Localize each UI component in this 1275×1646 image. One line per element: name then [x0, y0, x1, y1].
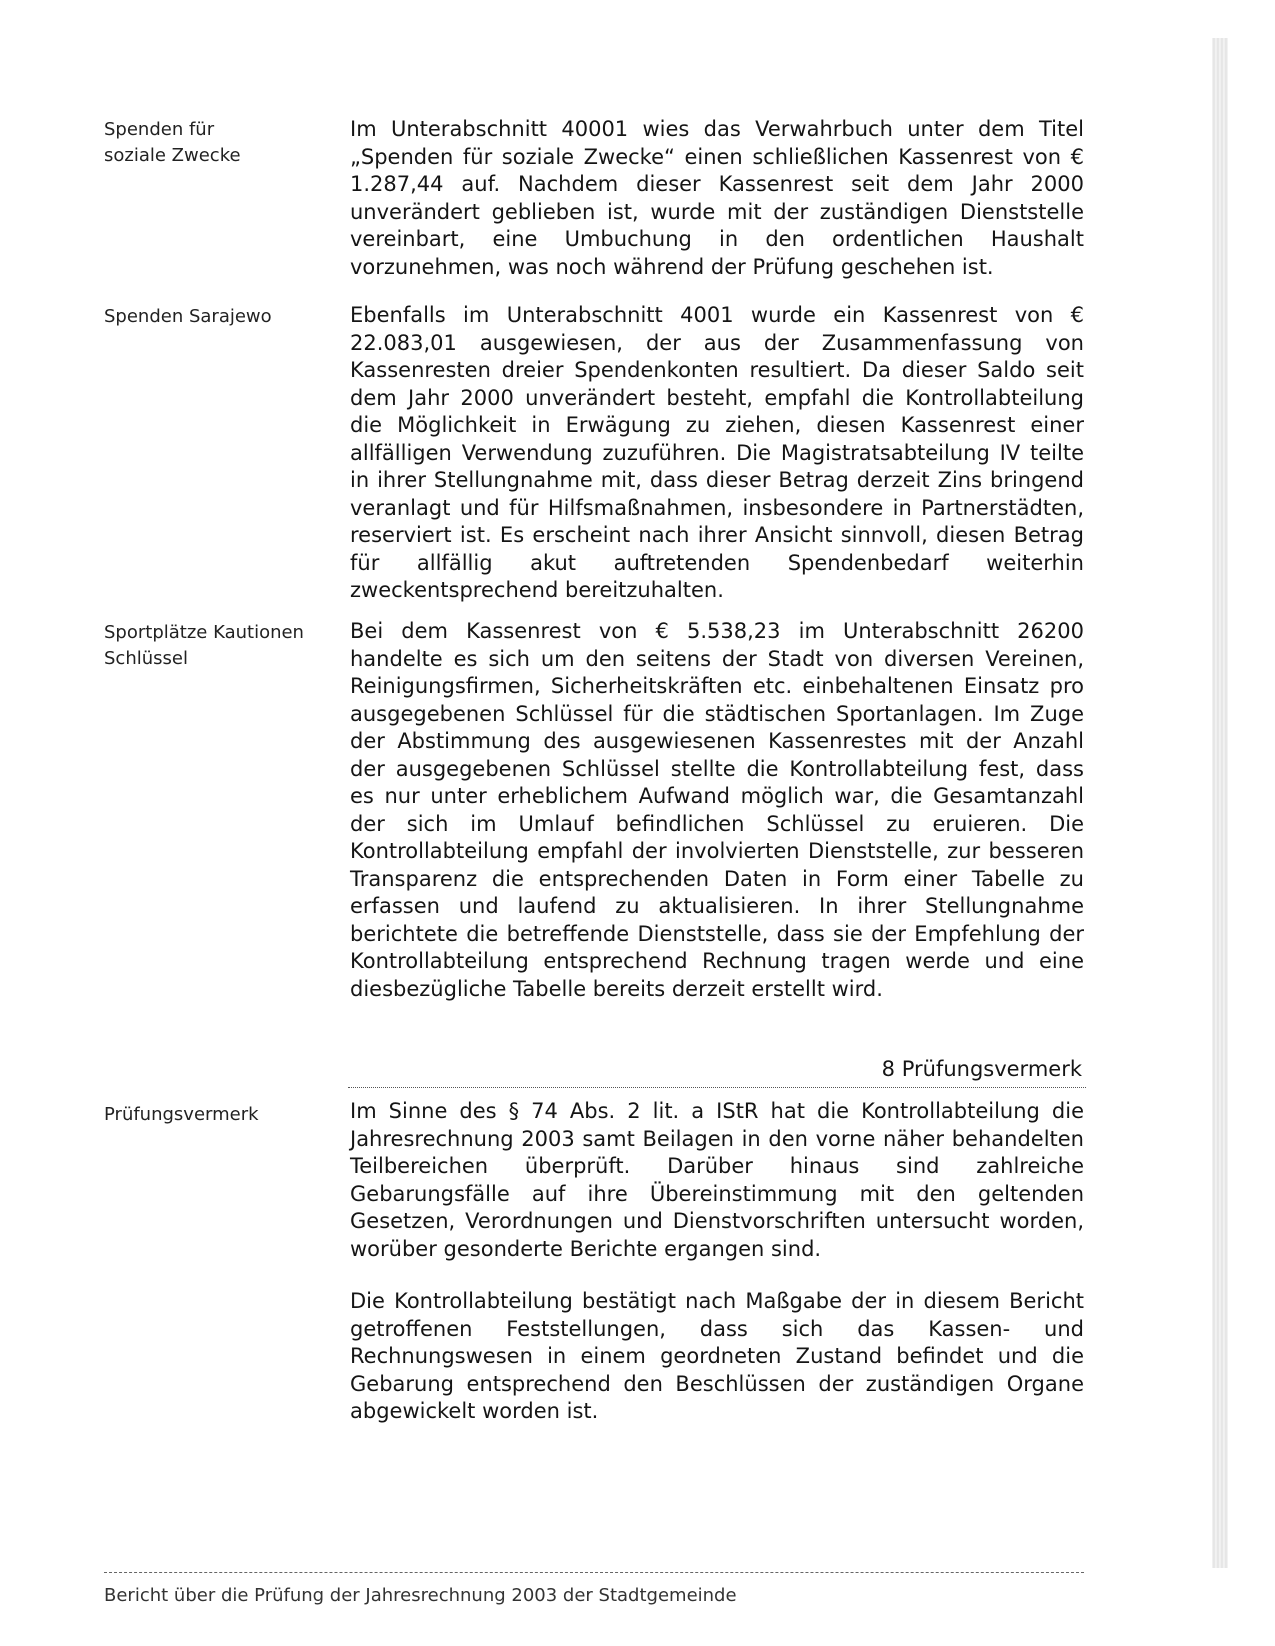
section-heading-8: [348, 1053, 1086, 1088]
paragraph-sportplaetze-kautionen: Bei dem Kassenrest von € 5.538,23 im Unterabschnitt 26200 handelte es sich um den seitens der Stadt von diversen Vereinen, Reinigungsfirmen, Sicherheitskräften etc. einbehaltenen Einsatz pro ausgegebenen Schlüssel für die städtischen Sportanlagen. Im Zuge der Abstimmung des ausgewiesenen Kassenrestes mit der Anzahl der ausgegebenen Schlüssel stellte die Kontrollabteilung fest, dass es nur unter erheblichem Aufwand möglich war, die Gesamtanzahl der sich im Umlauf befindlichen Schlüssel zu eruieren. Die Kontrollabteilung empfahl der involvierten Dienststelle, zur besseren Transparenz die entsprechenden Daten in Form einer Tabelle zu erfassen und laufend zu aktualisieren. In ihrer Stellungnahme berichtete die betreffende Dienststelle, dass sie der Empfehlung der Kontrollabteilung entsprechend Rechnung tragen werde und eine diesbezügliche Tabelle bereits derzeit erstellt wird.: [350, 619, 1084, 1001]
footer-text: Bericht über die Prüfung der Jahresrechnung 2003 der Stadtgemeinde: [104, 1585, 737, 1606]
margin-label-spenden-sarajewo: Spenden Sarajewo: [104, 306, 272, 327]
paragraph-spenden-sarajewo: Ebenfalls im Unterabschnitt 4001 wurde ein Kassenrest von € 22.083,01 ausgewiesen, der aus der Zusammenfassung von Kassenresten dreier Spendenkonten resultiert. Da dieser Saldo seit dem Jahr 2000 unverändert besteht, empfahl die Kontrollabteilung die Möglichkeit in Erwägung zu ziehen, diesen Kassenrest einer allfälligen Verwendung zuzuführen. Die Magistratsabteilung IV teilte in ihrer Stellungnahme mit, dass dieser Betrag derzeit Zins bringend veranlagt und für Hilfsmaßnahmen, insbesondere in Partnerstädten, reserviert ist. Es erscheint nach ihrer Ansicht sinnvoll, diesen Betrag für allfällig akut auftretenden Spendenbedarf weiterhin zweckentsprechend bereitzuhalten.: [350, 303, 1084, 602]
margin-label-pruefungsvermerk: Prüfungsvermerk: [104, 1104, 259, 1125]
footer-divider: [104, 1572, 1084, 1573]
margin-label-sportplaetze-kautionen: Sportplätze Kautionen Schlüssel: [104, 622, 304, 669]
paragraph-pruefungsvermerk-2: Die Kontrollabteilung bestätigt nach Maßgabe der in diesem Bericht getroffenen Feststellungen, dass sich das Kassen- und Rechnungswesen in einem geordneten Zustand befindet und die Gebarung entsprechend den Beschlüssen der zuständigen Organe abgewickelt worden ist.: [350, 1289, 1084, 1423]
scan-edge-shadow: [1212, 38, 1228, 1568]
paragraph-spenden-soziale-zwecke: Im Unterabschnitt 40001 wies das Verwahrbuch unter dem Titel „Spenden für soziale Zwecke“ einen schließlichen Kassenrest von € 1.287,44 auf. Nachdem dieser Kassenrest seit dem Jahr 2000 unverändert geblieben ist, wurde mit der zuständigen Dienststelle vereinbart, eine Umbuchung in den ordentlichen Haushalt vorzunehmen, was noch während der Prüfung geschehen ist.: [350, 117, 1084, 279]
paragraph-pruefungsvermerk-1: Im Sinne des § 74 Abs. 2 lit. a IStR hat die Kontrollabteilung die Jahresrechnung 2003 samt Beilagen in den vorne näher behandelten Teilbereichen überprüft. Darüber hinaus sind zahlreiche Gebarungsfälle auf ihre Übereinstimmung mit den geltenden Gesetzen, Verordnungen und Dienstvorschriften untersucht worden, worüber gesonderte Berichte ergangen sind.: [350, 1099, 1084, 1261]
margin-label-spenden-soziale-zwecke: Spenden für soziale Zwecke: [104, 119, 241, 166]
section-heading-title: 8 Prüfungsvermerk: [881, 1057, 1082, 1081]
